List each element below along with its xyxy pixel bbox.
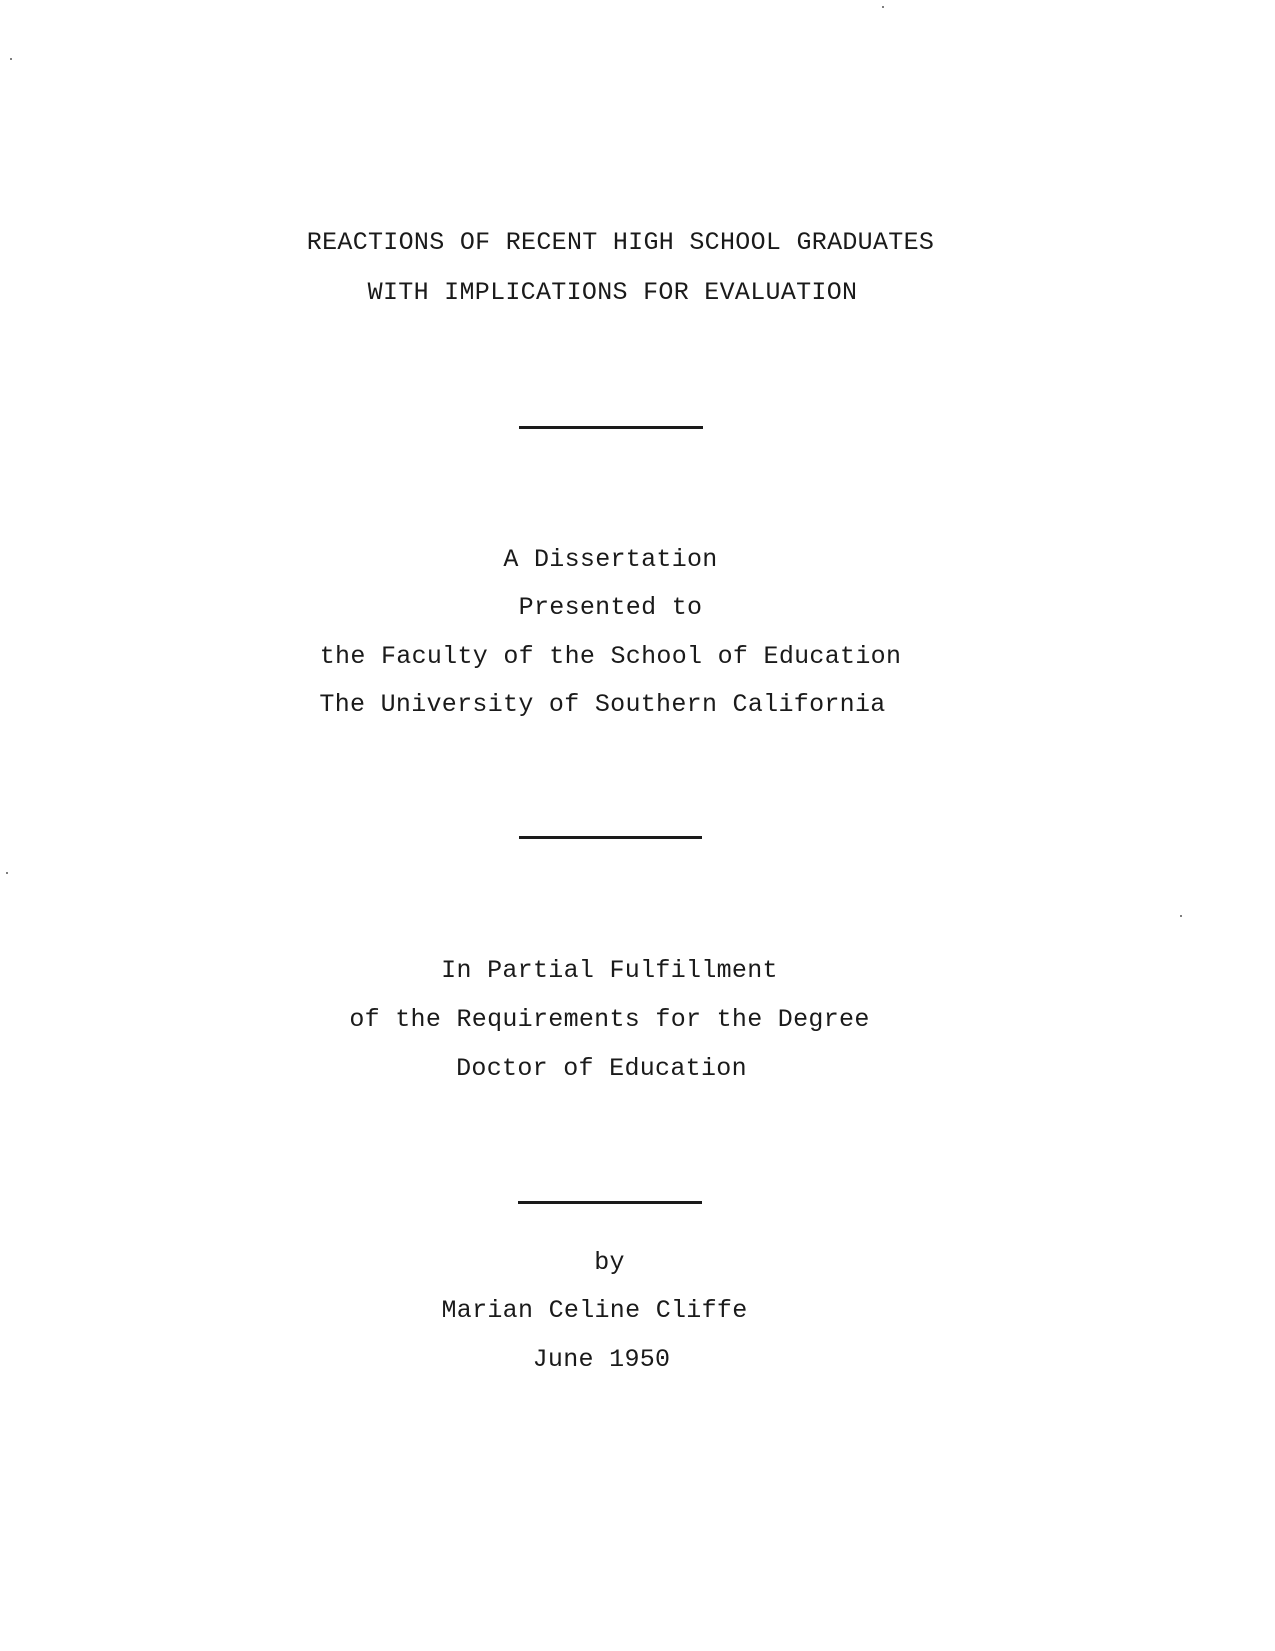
date: June 1950 [532, 1345, 671, 1374]
faculty-line: the Faculty of the School of Education [319, 642, 902, 671]
presented-to: Presented to [518, 593, 703, 622]
divider-rule-2 [519, 836, 702, 839]
scan-speck [1180, 915, 1182, 917]
scan-speck [10, 58, 12, 60]
fulfillment-line-1: In Partial Fulfillment [441, 956, 778, 985]
title-line-1: REACTIONS OF RECENT HIGH SCHOOL GRADUATES [306, 228, 935, 257]
by-label: by [594, 1248, 625, 1277]
author-name: Marian Celine Cliffe [441, 1296, 748, 1325]
degree-name: Doctor of Education [456, 1054, 747, 1083]
university-line: The University of Southern California [319, 690, 886, 719]
title-line-2: WITH IMPLICATIONS FOR EVALUATION [367, 278, 858, 307]
scan-speck [882, 6, 884, 8]
divider-rule-3 [518, 1201, 702, 1204]
scan-speck [6, 872, 8, 874]
fulfillment-line-2: of the Requirements for the Degree [349, 1005, 870, 1034]
dissertation-label: A Dissertation [503, 545, 718, 574]
divider-rule-1 [519, 426, 703, 429]
